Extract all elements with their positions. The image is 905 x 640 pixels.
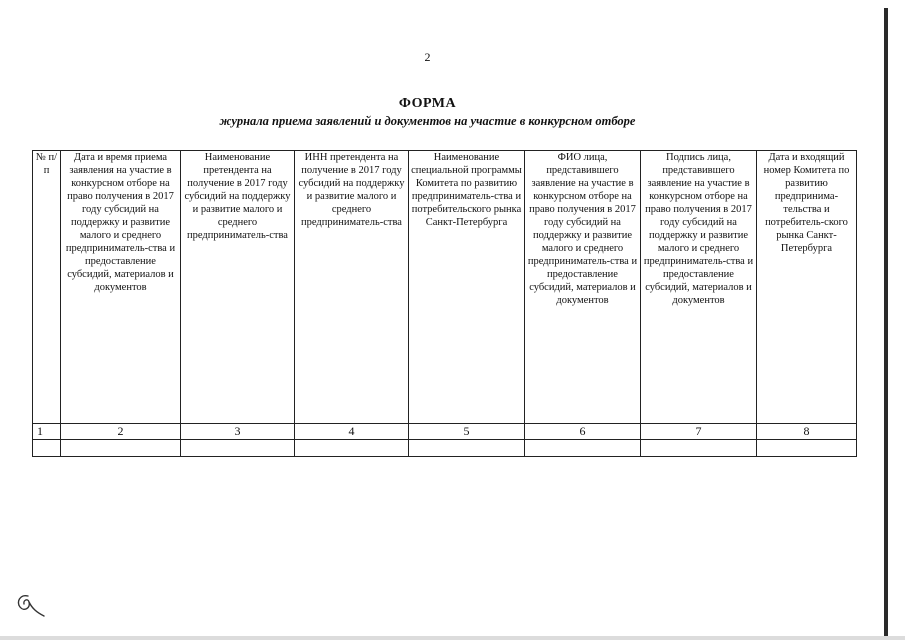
column-number: 2 <box>61 424 181 440</box>
column-number: 6 <box>525 424 641 440</box>
header-cell-program-name: Наименование специальной программы Комитета по развитию предприниматель-ства и потребительского рынка Санкт-Петербурга <box>409 151 525 424</box>
column-number: 7 <box>641 424 757 440</box>
empty-entry-row <box>33 440 857 457</box>
empty-cell <box>757 440 857 457</box>
empty-cell <box>409 440 525 457</box>
header-cell-applicant-name: Наименование претендента на получение в 2017 году субсидий на поддержку и развитие малого и среднего предприниматель-ства <box>181 151 295 424</box>
header-row <box>33 151 857 424</box>
column-number: 8 <box>757 424 857 440</box>
empty-cell <box>641 440 757 457</box>
handwritten-mark <box>14 590 48 620</box>
header-cell-submitter-name: ФИО лица, представившего заявление на участие в конкурсном отборе на право получения в 2017 году субсидий на поддержку и развитие малого и среднего предприниматель-ства и предоставление субсидий, материалов и документов <box>525 151 641 424</box>
form-subtitle: журнала приема заявлений и документов на участие в конкурсном отборе <box>219 114 636 128</box>
scan-edge-shadow <box>884 8 888 636</box>
header-cell-date-time: Дата и время приема заявления на участие в конкурсном отборе на право получения в 2017 году субсидий на поддержку и развитие малого и среднего предприниматель-ства и предоставление субсидий, материалов и документов <box>61 151 181 424</box>
column-number: 3 <box>181 424 295 440</box>
header-cell-incoming-number: Дата и входящий номер Комитета по развитию предпринима-тельства и потребитель-ского рынка Санкт-Петербурга <box>757 151 857 424</box>
header-cell-submitter-signature: Подпись лица, представившего заявление на участие в конкурсном отборе на право получения в 2017 году субсидий на поддержку и развитие малого и среднего предприниматель-ства и предоставление субсидий, материалов и документов <box>641 151 757 424</box>
empty-cell <box>295 440 409 457</box>
empty-cell <box>61 440 181 457</box>
header-cell-applicant-inn: ИНН претендента на получение в 2017 году субсидий на поддержку и развитие малого и среднего предприниматель-ства <box>295 151 409 424</box>
empty-cell <box>33 440 61 457</box>
page-number: 2 <box>424 50 431 64</box>
column-number-row <box>33 424 857 440</box>
header-cell-row-number: № п/п <box>33 151 61 424</box>
scan-bottom-edge <box>0 636 905 640</box>
empty-cell <box>181 440 295 457</box>
column-number: 1 <box>33 424 61 440</box>
column-number: 5 <box>409 424 525 440</box>
column-number: 4 <box>295 424 409 440</box>
journal-table <box>32 150 857 457</box>
empty-cell <box>525 440 641 457</box>
form-title: ФОРМА <box>398 96 457 111</box>
